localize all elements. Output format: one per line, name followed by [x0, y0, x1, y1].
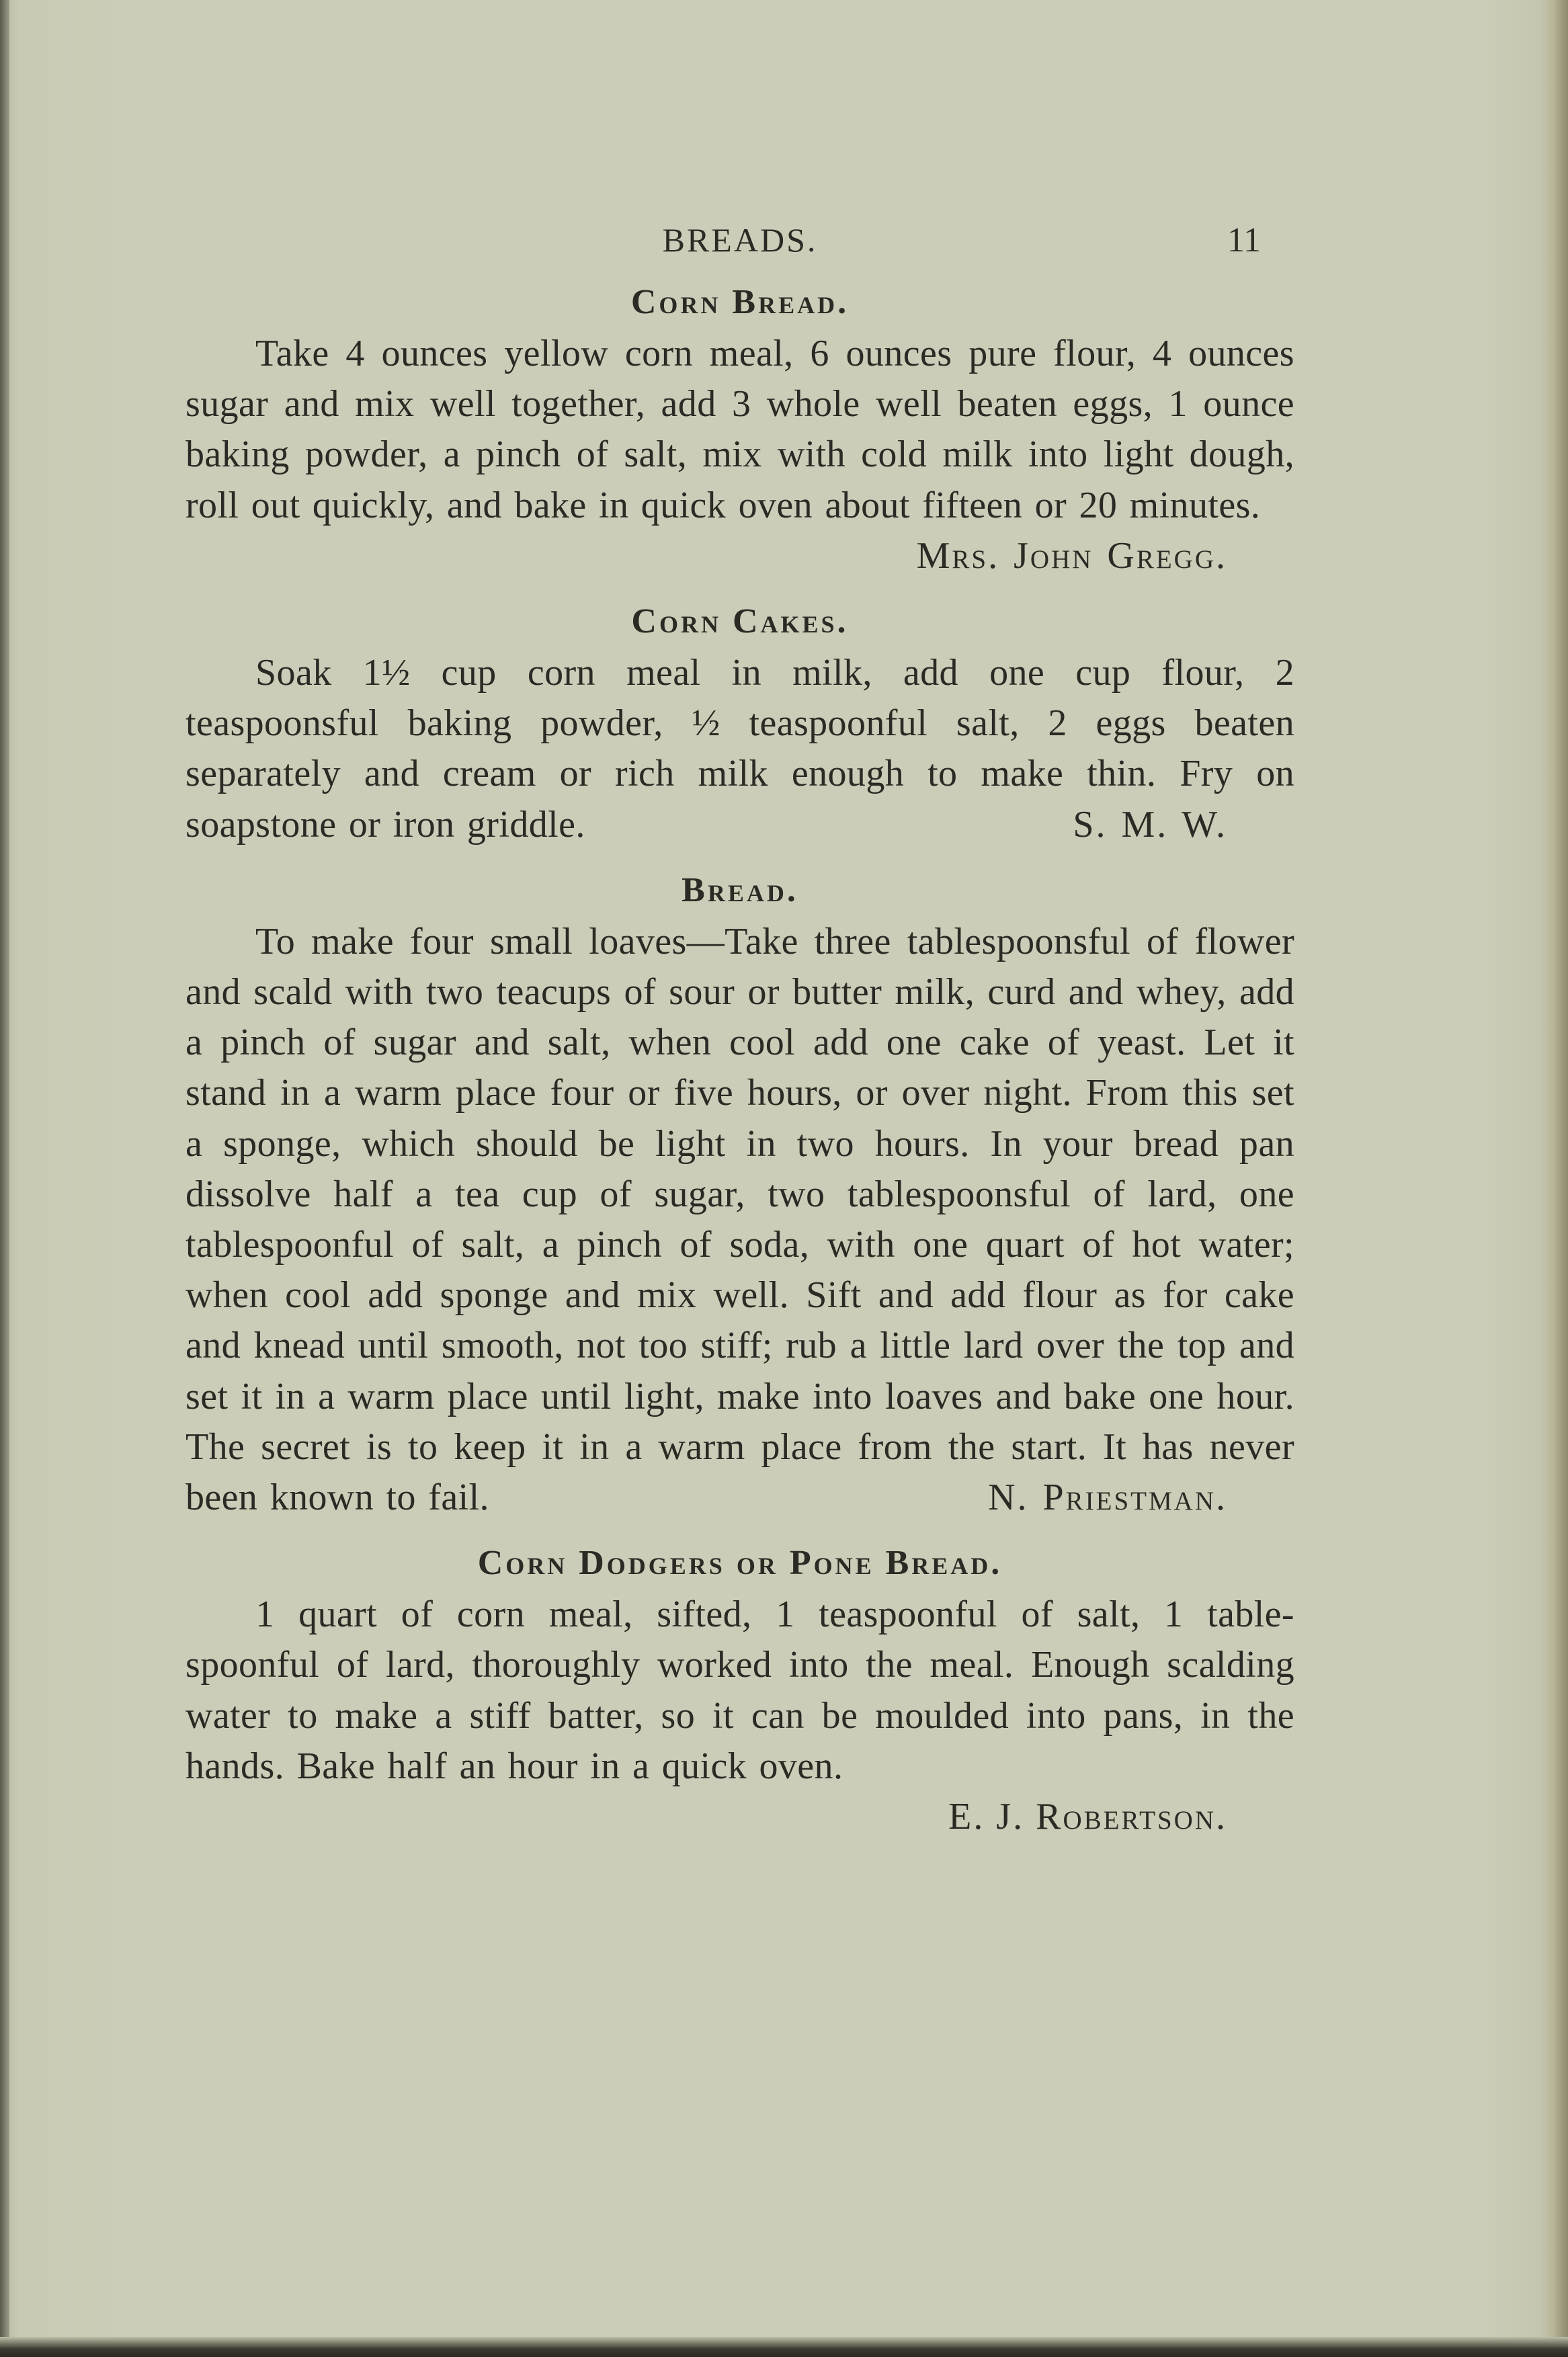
recipe-author: S. M. W.: [1073, 803, 1227, 845]
recipe-text: Soak 1½ cup corn meal in milk, add one cup flour, 2 teaspoonsful baking powder, ½ teaspoonful salt, 2 eggs beaten separately and cream or rich milk enough to make thin. Fry on soapstone or iron griddle.: [185, 652, 1294, 845]
recipe-title: Corn Cakes.: [631, 602, 849, 641]
recipe-author: Mrs. John Gregg.: [916, 534, 1227, 577]
recipe-title: Bread.: [682, 870, 798, 909]
running-head: [185, 202, 1294, 262]
recipe-bread: [185, 865, 1294, 1523]
recipe-text: To make four small loaves—Take three tablespoonsful of flower and scald with two teacups of sour or butter milk, curd and whey, add a pinch of sugar and salt, when cool add one cake of yeast. Let it stand in a warm place four or five hours, or over night. From this set a sponge, which should be light in two hours. In your bread pan dissolve half a tea cup of sugar, two tablespoonsful of lard, one tablespoonful of salt, a pinch of soda, with one quart of hot water; when cool add sponge and mix well. Sift and add flour as for cake and knead until smooth, not too stiff; rub a little lard over the top and set it in a warm place until light, make into loaves and bake one hour. The secret is to keep it in a warm place from the start. It has never been known to fail.: [185, 920, 1294, 1519]
recipe-corn-bread: [185, 277, 1294, 581]
recipe-body: [185, 648, 1294, 850]
recipe-author: E. J. Robertson.: [948, 1796, 1227, 1838]
page-number: 11: [1227, 221, 1261, 259]
recipe-corn-dodgers: [185, 1538, 1294, 1842]
page-edge-right: [1544, 0, 1568, 2357]
page-gutter-left: [0, 0, 9, 2357]
recipe-title: Corn Dodgers or Pone Bread.: [477, 1544, 1003, 1583]
recipe-body: [185, 917, 1294, 1523]
recipe-author: N. Priestman.: [988, 1477, 1227, 1519]
recipe-title: Corn Bread.: [630, 283, 850, 321]
running-head-title: BREADS.: [662, 221, 818, 259]
page-text-block: [185, 202, 1294, 1842]
recipe-corn-cakes: [185, 596, 1294, 850]
page-edge-bottom: [0, 2337, 1568, 2357]
recipe-text: Take 4 ounces yellow corn meal, 6 ounces pure flour, 4 ounces sugar and mix well together, add 3 whole well beaten eggs, 1 ounce baking powder, a pinch of salt, mix with cold milk into light dough, roll out quickly, and bake in quick oven about fifteen or 20 minutes.: [185, 333, 1294, 526]
recipe-body: 1 quart of corn meal, sifted, 1 teaspoonful of salt, 1 table-spoonful of lard, thoroughly worked into the meal. Enough scalding water to make a stiff batter, so it can be moulded into pans, in the hands. Bake half an hour in a quick oven.: [185, 1594, 1294, 1787]
recipe-body: [185, 329, 1294, 577]
